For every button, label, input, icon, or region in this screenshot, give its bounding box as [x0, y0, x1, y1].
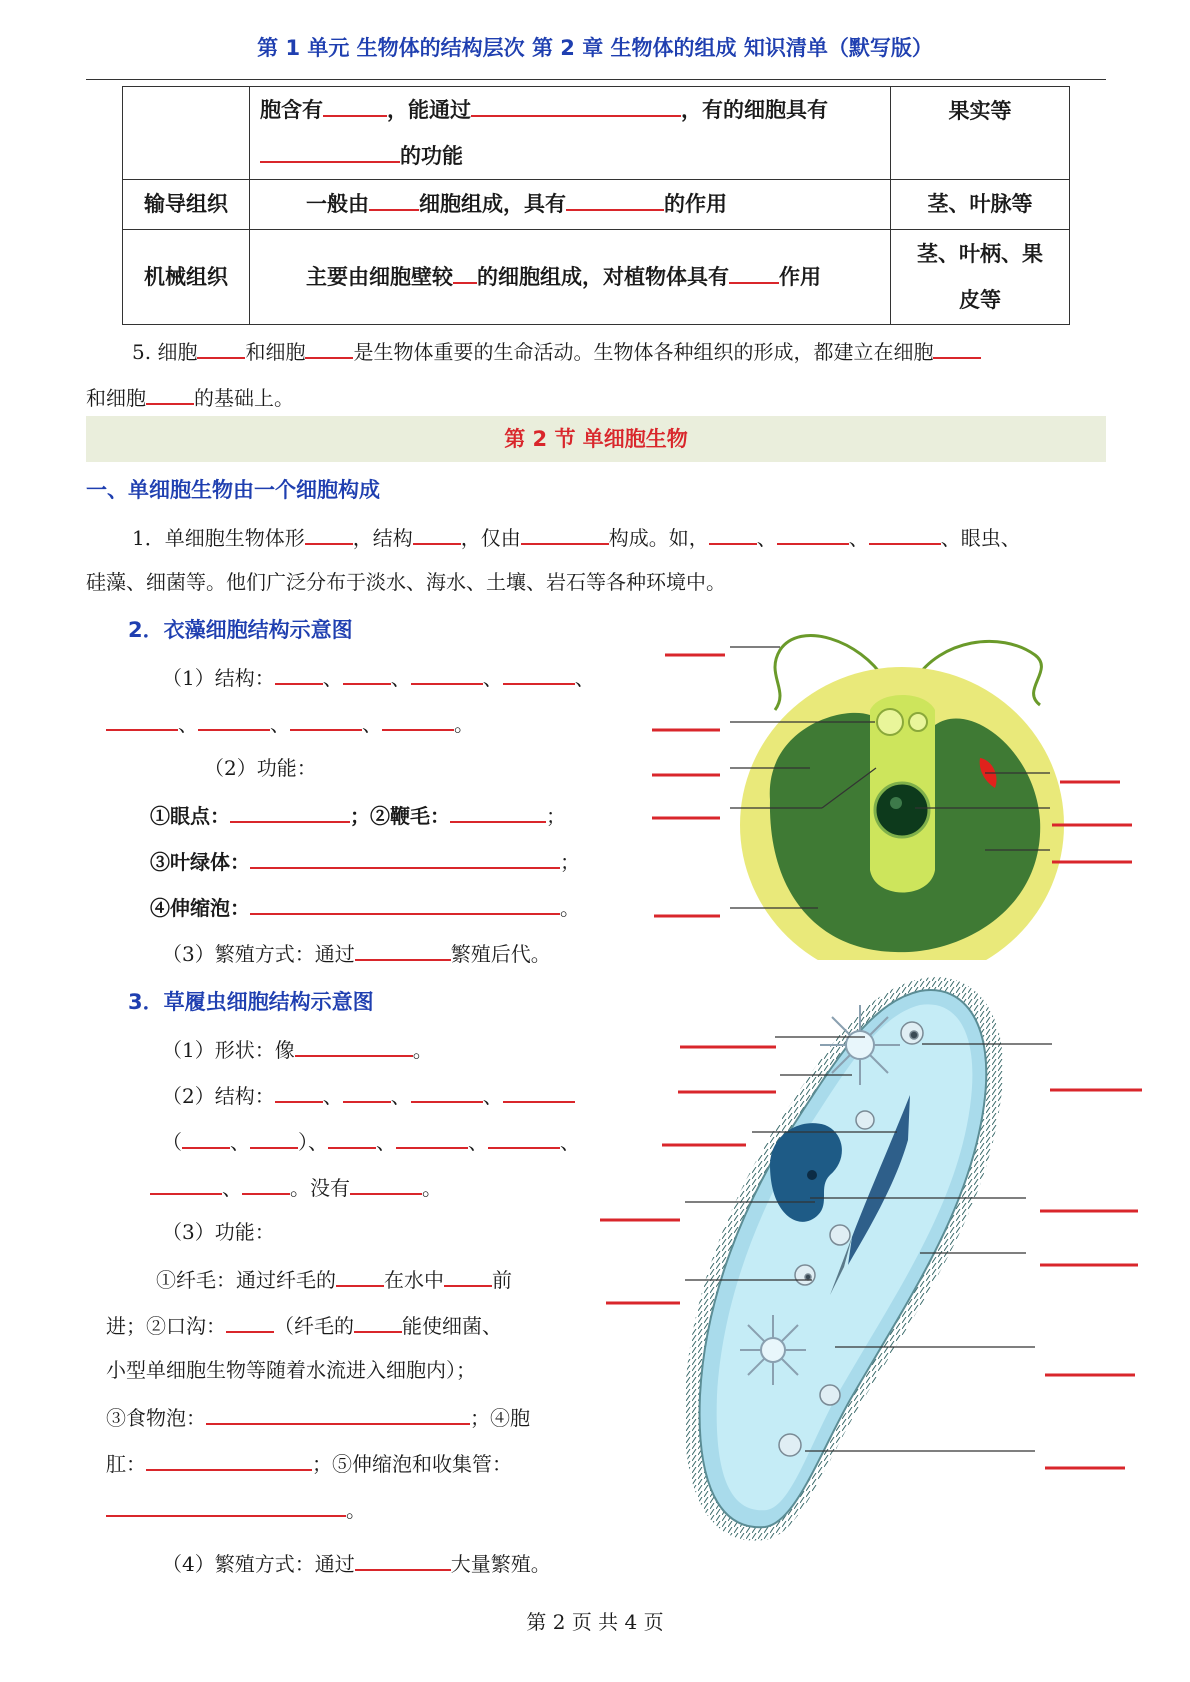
example-cell: 茎、叶脉等 [891, 180, 1070, 230]
text: （3）繁殖方式：通过 [162, 942, 355, 966]
para-anal-line [106, 1448, 512, 1478]
text: （2）结构： [162, 1084, 275, 1108]
example-cell [891, 230, 1070, 325]
answer-blank[interactable] [182, 1126, 230, 1149]
chlamydomonas-diagram [640, 610, 1160, 960]
para-anal-line2 [106, 1494, 366, 1524]
table-row [123, 180, 1070, 230]
tissue-desc-cell [250, 87, 891, 180]
text: 、眼虫、 [940, 526, 1021, 550]
answer-blank[interactable] [197, 336, 245, 359]
answer-blank[interactable] [336, 1264, 384, 1287]
answer-blank[interactable] [411, 1080, 483, 1103]
text: 、 [362, 712, 382, 736]
answer-blank[interactable] [198, 708, 270, 731]
section-title: 第 2 节 单细胞生物 [86, 416, 1106, 462]
part1-heading: 一、单细胞生物由一个细胞构成 [86, 478, 380, 502]
answer-blank[interactable] [453, 259, 477, 283]
answer-blank[interactable] [355, 1548, 451, 1571]
answer-blank[interactable] [106, 708, 178, 731]
text: ④伸缩泡： [150, 896, 250, 920]
desc-text: 的功能 [400, 144, 463, 168]
text: 、 [322, 666, 343, 690]
answer-blank[interactable] [260, 139, 400, 163]
text: 、 [376, 1130, 396, 1154]
answer-blank[interactable] [396, 1126, 468, 1149]
tissue-desc-cell [250, 230, 891, 325]
micronucleus [807, 1170, 817, 1180]
text: ①纤毛：通过纤毛的 [156, 1268, 336, 1292]
text: 。 [560, 896, 580, 920]
answer-blank[interactable] [355, 938, 451, 961]
text: 是生物体重要的生命活动。生物体各种组织的形成，都建立在细胞 [353, 340, 934, 364]
answer-blank[interactable] [328, 1126, 376, 1149]
contractile-vacuole-top [820, 1005, 900, 1085]
example-text: 皮等 [959, 288, 1001, 312]
answer-blank[interactable] [106, 1494, 346, 1517]
answer-blank[interactable] [369, 187, 419, 211]
text: 、 [756, 526, 777, 550]
example-cell: 果实等 [891, 87, 1070, 180]
para-structure-line1 [162, 1080, 575, 1110]
answer-blank[interactable] [709, 522, 757, 545]
answer-blank[interactable] [450, 800, 546, 823]
answer-blank[interactable] [250, 1126, 298, 1149]
answer-blank[interactable] [150, 1172, 222, 1195]
text: 、 [390, 1084, 411, 1108]
contractile-vacuole [909, 713, 927, 731]
text: 构成。如， [608, 526, 709, 550]
chlamy-chloroplast-line [150, 846, 580, 876]
text: 、 [574, 666, 595, 690]
answer-blank[interactable] [471, 93, 681, 117]
answer-blank[interactable] [250, 846, 560, 869]
text: 、 [560, 1130, 580, 1154]
answer-blank[interactable] [250, 892, 560, 915]
answer-blank[interactable] [295, 1034, 413, 1057]
answer-blank[interactable] [290, 708, 362, 731]
text: ，结构 [352, 526, 413, 550]
text: （1）结构： [162, 666, 275, 690]
para-groove-line [106, 1310, 502, 1340]
text: ③食物泡： [106, 1406, 206, 1430]
answer-blank[interactable] [521, 522, 609, 545]
text: 肛： [106, 1452, 146, 1476]
answer-blank[interactable] [323, 93, 387, 117]
answer-blank[interactable] [354, 1310, 402, 1333]
item1-line2: 硅藻、细菌等。他们广泛分布于淡水、海水、土壤、岩石等各种环境中。 [86, 570, 726, 594]
answer-blank[interactable] [488, 1126, 560, 1149]
para-heading: 3．草履虫细胞结构示意图 [128, 990, 374, 1014]
para-groove-line2: 小型单细胞生物等随着水流进入细胞内）； [106, 1358, 476, 1382]
item5-line1 [132, 336, 981, 366]
answer-blank[interactable] [503, 662, 575, 685]
text: 、 [482, 1084, 503, 1108]
text: 、 [178, 712, 198, 736]
answer-blank[interactable] [566, 187, 664, 211]
text: 繁殖后代。 [450, 942, 551, 966]
chlamy-heading: 2．衣藻细胞结构示意图 [128, 618, 353, 642]
para-foodvacuole-line [106, 1402, 530, 1432]
text: 前 [492, 1268, 512, 1292]
answer-blank[interactable] [146, 1448, 312, 1471]
text: 。 [412, 1038, 433, 1062]
text: 大量繁殖。 [450, 1552, 551, 1576]
text: 、 [270, 712, 290, 736]
text: ③叶绿体： [150, 850, 250, 874]
text: 。没有 [290, 1176, 350, 1200]
answer-blank[interactable] [777, 522, 849, 545]
answer-blank[interactable] [350, 1172, 422, 1195]
answer-blank[interactable] [503, 1080, 575, 1103]
text: ）、 [298, 1130, 328, 1154]
nucleus [875, 783, 929, 837]
answer-blank[interactable] [226, 1310, 274, 1333]
para-function-label: （3）功能： [162, 1220, 275, 1244]
text: ；⑤伸缩泡和收集管： [312, 1452, 512, 1476]
nucleolus [890, 797, 902, 809]
table-row [123, 87, 1070, 180]
text: 和细胞 [86, 386, 146, 410]
para-cilia-line [156, 1264, 512, 1294]
item1-line1 [132, 522, 1021, 552]
text: 、 [222, 1176, 242, 1200]
contractile-vacuole [877, 709, 903, 735]
desc-text: 作用 [779, 264, 821, 289]
text: 、 [322, 1084, 343, 1108]
tissue-desc-cell [250, 180, 891, 230]
answer-blank[interactable] [444, 1264, 492, 1287]
chlamy-eyespot-line [150, 800, 566, 830]
desc-text: ，能通过 [387, 98, 471, 122]
page-header: 第 1 单元 生物体的结构层次 第 2 章 生物体的组成 知识清单（默写版） [257, 36, 933, 60]
para-structure-line3 [150, 1172, 442, 1202]
text: ①眼点： [150, 804, 230, 828]
answer-blank[interactable] [146, 382, 194, 405]
chlamy-repro-line [162, 938, 551, 968]
answer-blank[interactable] [242, 1172, 290, 1195]
text: ，仅由 [460, 526, 521, 550]
text: 、 [482, 666, 503, 690]
desc-text: 一般由 [306, 192, 369, 216]
text: 5. 细胞 [132, 340, 198, 364]
para-shape-line [162, 1034, 433, 1064]
tissue-name-cell: 机械组织 [123, 230, 250, 325]
desc-text: 的细胞组成，对植物体具有 [477, 264, 729, 289]
table-row [123, 230, 1070, 325]
answer-blank[interactable] [275, 1080, 323, 1103]
text: ；②鞭毛： [350, 804, 450, 828]
answer-blank[interactable] [230, 800, 350, 823]
desc-text: 的作用 [664, 192, 727, 216]
text: 1．单细胞生物体形 [132, 526, 305, 550]
paramecium-diagram [590, 975, 1150, 1550]
answer-blank[interactable] [869, 522, 941, 545]
tissue-name-cell: 输导组织 [123, 180, 250, 230]
text: 在水中 [384, 1268, 444, 1292]
text: ；④胞 [470, 1406, 530, 1430]
text: （4）繁殖方式：通过 [162, 1552, 355, 1576]
chlamy-structure-line1 [162, 662, 595, 692]
text: 。 [422, 1176, 442, 1200]
chlamy-function-label: （2）功能： [204, 756, 317, 780]
desc-text: 细胞组成，具有 [419, 192, 566, 216]
text: 、 [390, 666, 411, 690]
text: 。 [346, 1498, 366, 1522]
answer-blank[interactable] [206, 1402, 470, 1425]
answer-blank[interactable] [933, 336, 981, 359]
answer-blank[interactable] [305, 522, 353, 545]
para-repro-line [162, 1548, 551, 1578]
text: ； [560, 850, 580, 874]
text: 、 [468, 1130, 488, 1154]
chlamy-structure-line2 [106, 708, 474, 738]
text: 进；②口沟： [106, 1314, 226, 1338]
text: （1）形状：像 [162, 1038, 295, 1062]
answer-blank[interactable] [275, 662, 323, 685]
desc-text: 主要由细胞壁较 [306, 264, 453, 289]
tissue-name-cell [123, 87, 250, 180]
answer-blank[interactable] [305, 336, 353, 359]
item5-line2 [86, 382, 294, 412]
desc-text: ，有的细胞具有 [681, 98, 828, 122]
chlamy-vacuole-line [150, 892, 580, 922]
text: ； [546, 804, 566, 828]
text: （ [162, 1130, 182, 1154]
header-rule [86, 79, 1106, 80]
text: （纤毛的 [274, 1314, 354, 1338]
para-structure-line2 [162, 1126, 580, 1156]
page-footer: 第 2 页 共 4 页 [526, 1610, 664, 1634]
text: 能使细菌、 [402, 1314, 502, 1338]
answer-blank[interactable] [382, 708, 454, 731]
text: 。 [454, 712, 474, 736]
contractile-vacuole-bottom [740, 1315, 806, 1385]
answer-blank[interactable] [343, 662, 391, 685]
example-text: 茎、叶柄、果 [917, 242, 1043, 266]
answer-blank[interactable] [411, 662, 483, 685]
answer-blank[interactable] [729, 259, 779, 283]
text: 的基础上。 [194, 386, 294, 410]
tissue-table [122, 86, 1070, 325]
answer-blank[interactable] [413, 522, 461, 545]
text: 、 [230, 1130, 250, 1154]
text: 和细胞 [245, 340, 306, 364]
text: 、 [848, 526, 869, 550]
answer-blank[interactable] [343, 1080, 391, 1103]
desc-text: 胞含有 [260, 98, 323, 122]
